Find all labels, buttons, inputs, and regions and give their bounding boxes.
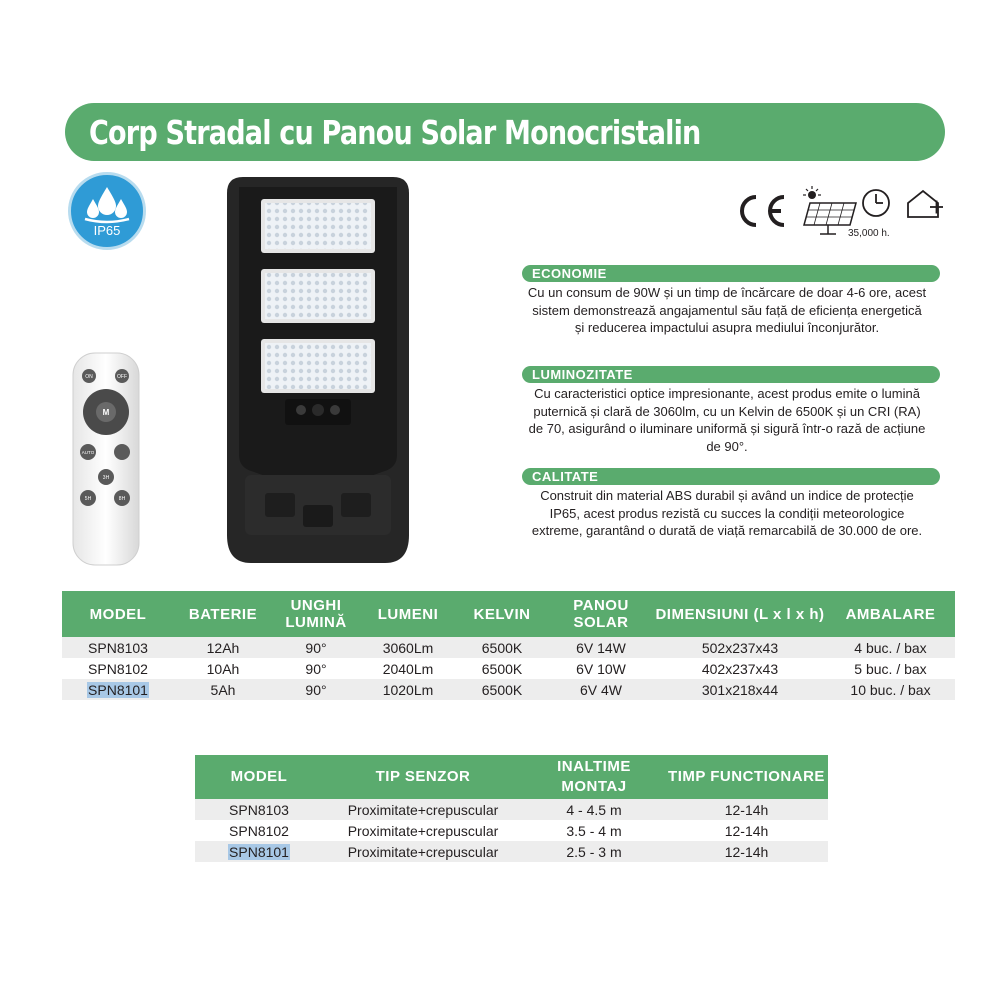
sensor-table [195,755,828,862]
table-cell: 90° [272,637,360,658]
specs-table [62,591,955,700]
table-cell: 3060Lm [360,637,456,658]
table-cell: 5Ah [174,679,272,700]
table-header-row [195,755,828,799]
table-cell: 12-14h [665,820,828,841]
remote-control-image [72,352,140,566]
table-cell: 90° [272,679,360,700]
table-row [195,799,828,820]
table-row [62,637,955,658]
svg-text:OFF: OFF [117,374,127,380]
table-cell: Proximitate+crepuscular [323,820,523,841]
svg-text:5H: 5H [84,496,92,502]
svg-text:M: M [102,408,110,417]
table-row [195,820,828,841]
col-header: KELVIN [456,591,548,637]
table-cell: 6500K [456,679,548,700]
section-heading-economie: ECONOMIE [522,265,940,282]
water-drops-icon [71,179,143,225]
table-cell: SPN8102 [62,658,174,679]
table-cell: 6V 14W [548,637,654,658]
lifetime-hours: 35,000 h. [848,228,890,239]
table-cell: 502x237x43 [654,637,826,658]
section-body-calitate: Construit din material ABS durabil și având un indice de protecție IP65, acest produs rezistă cu succes la condiții meteorologice extreme, garantând o durată de viață remarcabilă de 30.000 de ore. [531,488,923,538]
table-cell: 301x218x44 [654,679,826,700]
table-cell: SPN8103 [62,637,174,658]
table-cell: Proximitate+crepuscular [323,799,523,820]
highlighted-model: SPN8101 [88,681,148,698]
section-body-economie: Cu un consum de 90W și un timp de încărcare de doar 4-6 ore, acest sistem demonstrează angajamentul său față de eficiența energetică și reducerea impactului asupra mediului înconjurător. [527,285,927,335]
table-cell: 402x237x43 [654,658,826,679]
table-cell [195,841,323,862]
table-cell: 4 - 4.5 m [523,799,665,820]
col-header: DIMENSIUNI (L x l x h) [654,591,826,637]
table-cell: 2.5 - 3 m [523,841,665,862]
certification-icons [728,185,948,240]
col-header: UNGHI LUMINĂ [272,591,360,637]
svg-text:3H: 3H [102,475,110,481]
table-cell: 6500K [456,658,548,679]
col-header: AMBALARE [826,591,955,637]
svg-text:8H: 8H [118,496,126,502]
col-header: BATERIE [174,591,272,637]
table-cell [62,679,174,700]
ip65-label: IP65 [93,223,121,238]
table-row [62,658,955,679]
house-icon [908,191,943,217]
section-body-luminozitate: Cu caracteristici optice impresionante, acest produs emite o lumină puternică și clară de 3060lm, cu un Kelvin de 6500K și un CRI (RA) de 70, asigurând o iluminare uniformă și sigură într-o rază de acțiune de 90°. [528,386,926,454]
table-cell: 12Ah [174,637,272,658]
table-header-row [62,591,955,637]
svg-text:AUTO: AUTO [81,450,95,455]
col-header: TIMP FUNCTIONARE [665,755,828,799]
ce-mark-icon [742,197,784,225]
page-title: Corp Stradal cu Panou Solar Monocristalin [89,112,701,152]
table-cell: 12-14h [665,841,828,862]
table-cell: 90° [272,658,360,679]
col-header: MODEL [62,591,174,637]
svg-text:ON: ON [85,374,93,380]
col-header: PANOU SOLAR [548,591,654,637]
highlighted-model: SPN8101 [229,843,289,860]
table-cell: 6500K [456,637,548,658]
col-header: MODEL [195,755,323,799]
street-lamp-image [225,175,411,565]
table-cell: 2040Lm [360,658,456,679]
table-cell: SPN8102 [195,820,323,841]
table-cell: 10Ah [174,658,272,679]
table-cell: SPN8103 [195,799,323,820]
col-header: INALTIME MONTAJ [523,755,665,799]
table-row [62,679,955,700]
table-row [195,841,828,862]
table-cell: 12-14h [665,799,828,820]
sun-icon [803,186,821,199]
title-banner [65,103,945,161]
ip65-badge [68,172,146,250]
table-cell: 10 buc. / bax [826,679,955,700]
table-cell: 6V 4W [548,679,654,700]
section-heading-luminozitate: LUMINOZITATE [522,366,940,383]
table-cell: 4 buc. / bax [826,637,955,658]
col-header: TIP SENZOR [323,755,523,799]
table-cell: 3.5 - 4 m [523,820,665,841]
table-cell: Proximitate+crepuscular [323,841,523,862]
clock-icon [863,190,889,216]
section-heading-calitate: CALITATE [522,468,940,485]
table-cell: 1020Lm [360,679,456,700]
table-cell: 5 buc. / bax [826,658,955,679]
table-cell: 6V 10W [548,658,654,679]
col-header: LUMENI [360,591,456,637]
